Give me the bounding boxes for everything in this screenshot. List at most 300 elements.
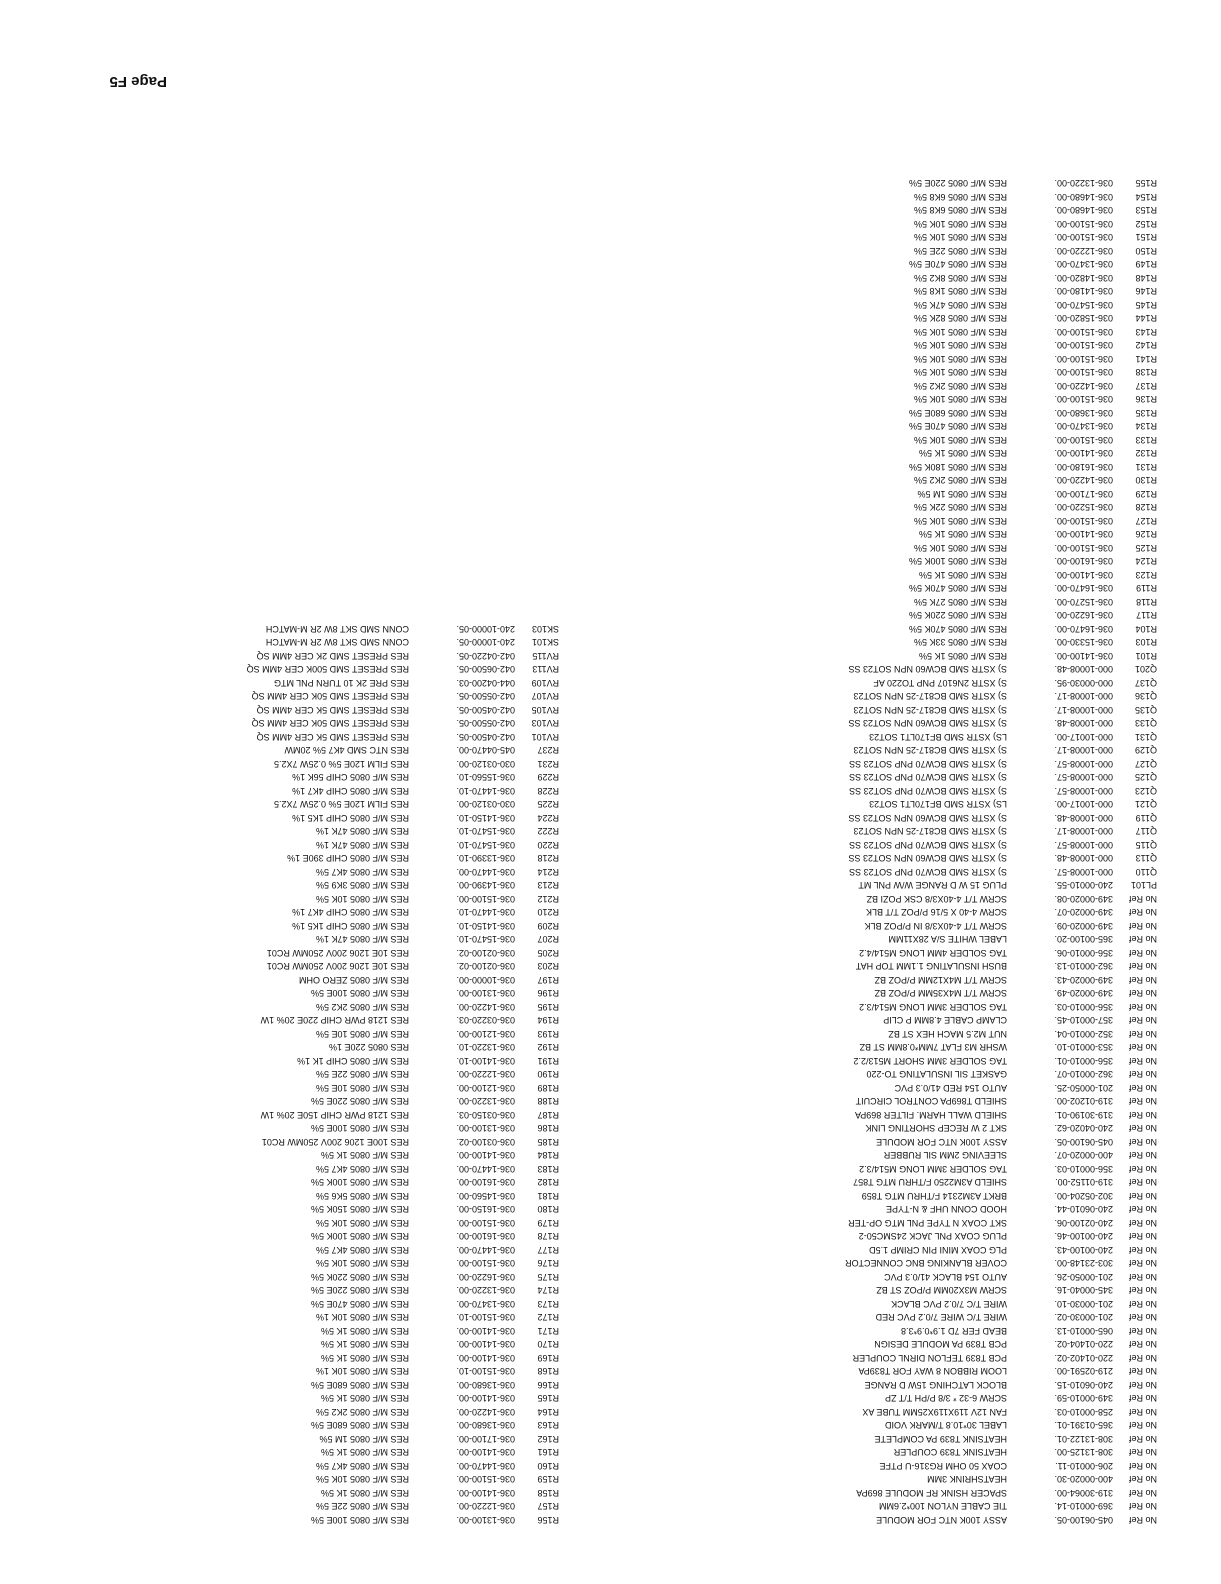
part-number: 036-14470-00. xyxy=(456,867,515,877)
part-number: 036-15100-10. xyxy=(456,1366,515,1377)
part-number: 319-01202-00. xyxy=(1054,1096,1113,1107)
ref-designator: R171 xyxy=(537,1326,559,1336)
part-number: 036-15820-00. xyxy=(1054,313,1113,324)
parts-row xyxy=(109,1229,559,1243)
part-description: SCRW 6-32 * 3/8 P/PH T/T ZP xyxy=(884,1393,1007,1404)
part-number: 201-00030-10. xyxy=(1054,1299,1113,1309)
ref-designator: No Ref xyxy=(1128,1461,1157,1471)
part-description: COAX 50 OHM RG316-U PTFE xyxy=(879,1461,1007,1471)
parts-row xyxy=(707,1391,1157,1405)
parts-row xyxy=(707,865,1157,879)
ref-designator: No Ref xyxy=(1128,1258,1157,1269)
ref-designator: No Ref xyxy=(1128,1204,1157,1215)
part-number: 240-06010-15. xyxy=(1054,1380,1113,1390)
part-number: 036-15100-00. xyxy=(1054,435,1113,445)
parts-row xyxy=(707,622,1157,636)
parts-row xyxy=(109,1297,559,1311)
part-description: SPACER HSINK RF MODULE 869PA xyxy=(856,1488,1007,1498)
part-description: RES M/F 0805 220K 5% xyxy=(908,610,1007,621)
part-number: 036-15100-00. xyxy=(456,1218,515,1228)
parts-row xyxy=(707,716,1157,730)
part-number: 303-23148-00. xyxy=(1054,1258,1113,1269)
parts-row xyxy=(109,635,559,649)
parts-row xyxy=(707,1351,1157,1365)
part-number: 036-14560-00. xyxy=(456,1191,515,1201)
part-description: TAG SOLDER 3MM SHORT M513/2.2 xyxy=(853,1056,1007,1066)
part-description: RES M/F 0805 470E 5% xyxy=(310,1299,409,1309)
part-description: RES M/F 0805 10K 5% xyxy=(913,435,1007,445)
part-number: 042-04500-05. xyxy=(456,732,515,742)
part-number: 036-14820-00. xyxy=(1054,273,1113,283)
part-description: RES M/F 0805 1M 5% xyxy=(917,489,1007,499)
ref-designator: R192 xyxy=(537,1042,559,1053)
parts-row xyxy=(109,1418,559,1432)
ref-designator: No Ref xyxy=(1128,1042,1157,1053)
parts-row xyxy=(109,1054,559,1068)
part-description: RES M/F 0805 470E 5% xyxy=(908,421,1007,432)
part-description: SKT COAX N TYPE PNL MTG OP-TER xyxy=(848,1218,1007,1228)
part-number: 400-00020-30. xyxy=(1054,1474,1113,1485)
part-description: SCRW T/T M4X12MM P/POZ BZ xyxy=(874,975,1007,985)
part-number: 065-00010-13. xyxy=(1054,1326,1113,1336)
part-number: 036-14100-10. xyxy=(456,1056,515,1066)
ref-designator: R222 xyxy=(537,826,559,837)
part-number: 036-14220-00. xyxy=(1054,381,1113,391)
parts-row xyxy=(707,271,1157,285)
ref-designator: R203 xyxy=(537,961,559,972)
ref-designator: R144 xyxy=(1135,313,1157,324)
ref-designator: No Ref xyxy=(1128,1407,1157,1417)
ref-designator: Q131 xyxy=(1134,732,1157,742)
ref-designator: R124 xyxy=(1135,556,1157,567)
parts-row xyxy=(707,500,1157,514)
parts-row xyxy=(109,730,559,744)
ref-designator: R172 xyxy=(537,1312,559,1323)
part-description: S) XSTR SMD BCW70 PNP SOT23 SS xyxy=(849,867,1007,877)
parts-row xyxy=(109,1513,559,1527)
part-description: RES M/F 0805 10E 5% xyxy=(315,1029,409,1039)
part-number: 302-05204-00. xyxy=(1054,1191,1113,1201)
ref-designator: R148 xyxy=(1135,273,1157,283)
parts-row xyxy=(109,1432,559,1446)
part-number: 000-10008-17. xyxy=(1054,745,1113,756)
part-number: 000-10008-17. xyxy=(1054,691,1113,702)
ref-designator: R160 xyxy=(537,1461,559,1471)
ref-designator: R151 xyxy=(1135,232,1157,243)
parts-row xyxy=(707,365,1157,379)
ref-designator: R168 xyxy=(537,1366,559,1377)
parts-row xyxy=(109,1445,559,1459)
part-number: 036-12100-00. xyxy=(456,1083,515,1093)
part-description: PCB T839 TEFLON DIRNL COUPLER xyxy=(852,1353,1007,1363)
part-number: 036-14100-00. xyxy=(1054,651,1113,661)
part-description: RES M/F 0805 2K2 5% xyxy=(315,1407,409,1417)
part-description: TAG SOLDER 3MM LONG M514/3.2 xyxy=(859,1002,1007,1012)
part-number: 000-10017-00. xyxy=(1054,799,1113,810)
parts-row xyxy=(707,986,1157,1000)
parts-row xyxy=(109,892,559,906)
parts-row xyxy=(707,649,1157,663)
ref-designator: R183 xyxy=(537,1164,559,1174)
ref-designator: No Ref xyxy=(1128,948,1157,958)
part-number: 036-15100-00. xyxy=(1054,367,1113,378)
part-number: 036-03100-02. xyxy=(456,1137,515,1147)
part-description: RES M/F 0805 2K2 5% xyxy=(913,381,1007,391)
part-description: RES NTC SMD 4K7 5% 20MW xyxy=(284,745,409,756)
parts-row xyxy=(707,1486,1157,1500)
parts-row xyxy=(109,838,559,852)
part-description: RES 1218 PWR CHIP 150E 20% 1W xyxy=(260,1110,409,1120)
parts-row xyxy=(109,1081,559,1095)
part-description: S) XSTR SMD BCW70 PNP SOT23 SS xyxy=(849,786,1007,796)
part-description: LOOM RIBBON 8 WAY FOR T839PA xyxy=(858,1366,1007,1377)
parts-row xyxy=(707,379,1157,393)
part-number: 036-15470-10. xyxy=(456,826,515,837)
part-description: RES M/F 0805 1K 5% xyxy=(320,1326,409,1336)
parts-row xyxy=(109,1121,559,1135)
part-description: SHIELD WALL HARM. FILTER 869PA xyxy=(854,1110,1007,1120)
part-number: 036-17100-00. xyxy=(1054,489,1113,499)
part-description: RES M/F 0805 100E 5% xyxy=(310,988,409,999)
part-number: 036-14150-10. xyxy=(456,921,515,931)
parts-row xyxy=(109,770,559,784)
parts-row xyxy=(707,946,1157,960)
parts-row xyxy=(707,1094,1157,1108)
parts-row xyxy=(707,1040,1157,1054)
part-number: 240-10000-05. xyxy=(456,624,515,634)
part-description: RES M/F 0805 33K 5% xyxy=(913,637,1007,648)
part-description: RES M/F 0805 ZERO OHM xyxy=(298,975,409,985)
ref-designator: R161 xyxy=(537,1447,559,1458)
ref-designator: No Ref xyxy=(1128,975,1157,985)
part-number: 240-00010-55. xyxy=(1054,880,1113,891)
ref-designator: No Ref xyxy=(1128,1393,1157,1404)
parts-row xyxy=(707,460,1157,474)
part-number: 308-13125-00. xyxy=(1054,1447,1113,1458)
part-number: 000-10008-17. xyxy=(1054,826,1113,837)
part-description: NUT M2.5 MACH HEX ST BZ xyxy=(888,1029,1007,1039)
ref-designator: PL101 xyxy=(1130,880,1157,891)
part-number: 349-00010-59. xyxy=(1054,1393,1113,1404)
ref-designator: R162 xyxy=(537,1434,559,1444)
parts-row xyxy=(707,1513,1157,1527)
part-description: SCRW T/T M4X35MM P/POZ BZ xyxy=(874,988,1007,999)
parts-row xyxy=(707,419,1157,433)
ref-designator: R178 xyxy=(537,1231,559,1242)
ref-designator: No Ref xyxy=(1128,1474,1157,1485)
parts-row xyxy=(707,1324,1157,1338)
part-description: CLAMP CABLE 4.8MM P CLIP xyxy=(883,1015,1007,1026)
part-number: 319-01152-00. xyxy=(1055,1177,1113,1188)
parts-row xyxy=(707,1013,1157,1027)
part-number: 036-13680-00. xyxy=(456,1420,515,1431)
part-description: RES M/F 0805 1K 5% xyxy=(918,529,1007,540)
part-number: 036-14470-10. xyxy=(456,786,515,796)
part-number: 036-15470-10. xyxy=(456,840,515,850)
parts-row xyxy=(707,1202,1157,1216)
parts-row xyxy=(707,635,1157,649)
ref-designator: R229 xyxy=(537,772,559,783)
part-description: SCRW T/T 4-40X3/8 IN P/POZ BLK xyxy=(864,921,1007,931)
parts-row xyxy=(707,811,1157,825)
part-number: 036-15270-00. xyxy=(1054,597,1113,607)
part-number: 036-13220-00. xyxy=(1054,178,1113,189)
part-description: SHIELD T869PA CONTROL CIRCUIT xyxy=(855,1096,1007,1107)
part-number: 036-14470-00. xyxy=(456,1461,515,1471)
part-number: 036-14680-00. xyxy=(1054,205,1113,216)
parts-row xyxy=(707,230,1157,244)
ref-designator: Q129 xyxy=(1134,745,1157,756)
parts-list-left-column xyxy=(707,176,1157,1526)
part-description: RES FILM 120E 5% 0.25W 7X2.5 xyxy=(273,799,409,810)
parts-row xyxy=(707,1135,1157,1149)
part-description: RES M/F 0805 1K 5% xyxy=(320,1447,409,1458)
ref-designator: No Ref xyxy=(1128,1353,1157,1363)
parts-row xyxy=(109,703,559,717)
ref-designator: R179 xyxy=(537,1218,559,1228)
part-number: 240-04020-62. xyxy=(1054,1123,1113,1134)
ref-designator: R195 xyxy=(537,1002,559,1012)
part-number: 036-15100-00. xyxy=(1054,327,1113,337)
ref-designator: No Ref xyxy=(1128,1312,1157,1323)
ref-designator: R209 xyxy=(537,921,559,931)
parts-row xyxy=(707,851,1157,865)
part-description: S) XSTR SMD BC817-25 NPN SOT23 xyxy=(853,705,1007,715)
part-description: RES M/F 0805 27K 5% xyxy=(913,597,1007,607)
part-number: 036-14100-00. xyxy=(456,1488,515,1498)
part-description: RES M/F 0805 10K 5% xyxy=(913,367,1007,378)
parts-row xyxy=(707,595,1157,609)
parts-row xyxy=(109,649,559,663)
parts-row xyxy=(707,1081,1157,1095)
part-number: 036-14470-00. xyxy=(456,1245,515,1255)
part-number: 000-00030-95. xyxy=(1054,678,1113,688)
parts-row xyxy=(707,689,1157,703)
part-description: ASSY 100K NTC FOR MODULE xyxy=(876,1515,1007,1525)
ref-designator: R177 xyxy=(537,1245,559,1255)
parts-row xyxy=(707,473,1157,487)
parts-row xyxy=(109,1108,559,1122)
ref-designator: R103 xyxy=(1135,637,1157,648)
ref-designator: R180 xyxy=(537,1204,559,1215)
parts-row xyxy=(707,770,1157,784)
ref-designator: R153 xyxy=(1135,205,1157,216)
parts-row xyxy=(109,797,559,811)
part-description: RES M/F 0805 1K8 5% xyxy=(913,286,1007,297)
part-number: 036-14220-00. xyxy=(456,1002,515,1012)
parts-row xyxy=(109,851,559,865)
part-description: PLG COAX MINI PIN CRIMP 1.5D xyxy=(869,1245,1007,1255)
ref-designator: RV107 xyxy=(531,691,559,702)
ref-designator: No Ref xyxy=(1128,1096,1157,1107)
part-number: 319-30064-00. xyxy=(1054,1488,1113,1498)
parts-row xyxy=(109,757,559,771)
ref-designator: R127 xyxy=(1135,516,1157,526)
part-description: RES M/F 0805 82K 5% xyxy=(913,313,1007,324)
part-description: RES M/F 0805 3K9 5% xyxy=(315,880,409,891)
parts-row xyxy=(707,298,1157,312)
part-description: RES M/F 0805 10K 5% xyxy=(913,394,1007,405)
part-description: RES M/F 0805 10K 1% xyxy=(315,1366,409,1377)
ref-designator: Q127 xyxy=(1134,759,1157,769)
parts-row xyxy=(109,1256,559,1270)
part-number: 036-14680-00. xyxy=(1054,192,1113,202)
part-number: 036-15100-00. xyxy=(1054,543,1113,553)
ref-designator: No Ref xyxy=(1128,1515,1157,1525)
part-number: 042-04500-05. xyxy=(456,705,515,715)
part-number: 000-10008-57. xyxy=(1054,759,1113,769)
part-description: BEAD FER 7D 1.9*0.9*3.8 xyxy=(900,1326,1007,1336)
part-description: RES M/F 0805 1K 5% xyxy=(320,1353,409,1363)
ref-designator: R173 xyxy=(537,1299,559,1309)
part-description: RES M/F 0805 2K2 5% xyxy=(315,1002,409,1012)
parts-row xyxy=(707,932,1157,946)
ref-designator: R163 xyxy=(537,1420,559,1431)
part-number: 036-02100-02. xyxy=(456,948,515,958)
part-number: 036-13100-00. xyxy=(456,1123,515,1134)
part-description: FAN 12V 119X119X25MM TUBE AX xyxy=(862,1407,1007,1417)
part-number: 220-01402-02. xyxy=(1054,1353,1113,1363)
part-description: RES M/F 0805 220E 5% xyxy=(310,1285,409,1296)
part-description: LABEL 30*10.8 T/MARK VOID xyxy=(884,1420,1007,1431)
part-number: 036-13100-00. xyxy=(456,1515,515,1525)
parts-row xyxy=(109,1067,559,1081)
ref-designator: No Ref xyxy=(1128,1015,1157,1026)
part-description: RES PRESET SMD 2K CER 4MM SQ xyxy=(256,651,409,661)
parts-row xyxy=(707,892,1157,906)
part-number: 036-14220-00. xyxy=(456,1407,515,1417)
part-number: 036-15100-00. xyxy=(456,1474,515,1485)
part-number: 365-00100-20. xyxy=(1054,934,1113,945)
part-number: 240-10000-05. xyxy=(456,637,515,648)
part-description: RES M/F 0805 100E 5% xyxy=(310,1515,409,1525)
ref-designator: R141 xyxy=(1135,354,1157,364)
part-number: 036-14470-10. xyxy=(456,907,515,918)
part-description: AUTO 154 RED 41/0.3 PVC xyxy=(894,1083,1007,1093)
ref-designator: RV105 xyxy=(531,705,559,715)
parts-row xyxy=(707,352,1157,366)
parts-row xyxy=(707,878,1157,892)
ref-designator: Q117 xyxy=(1135,826,1157,837)
ref-designator: R189 xyxy=(537,1083,559,1093)
parts-row xyxy=(109,1135,559,1149)
part-description: RES PRESET SMD 50K CER 4MM SQ xyxy=(251,691,409,702)
part-description: RES M/F 0805 22E 5% xyxy=(913,246,1007,256)
part-number: 000-10008-57. xyxy=(1054,867,1113,877)
parts-row xyxy=(109,1162,559,1176)
parts-row xyxy=(707,1216,1157,1230)
part-description: S) XSTR SMD BCW60 NPN SOT23 SS xyxy=(848,664,1007,675)
part-description: BUSH INSULATING 1.1MM TOP HAT xyxy=(855,961,1007,972)
ref-designator: No Ref xyxy=(1128,988,1157,999)
parts-row xyxy=(109,662,559,676)
parts-row xyxy=(707,1459,1157,1473)
ref-designator: R137 xyxy=(1135,381,1157,391)
parts-row xyxy=(707,541,1157,555)
part-description: RES M/F 0805 1K 5% xyxy=(320,1339,409,1350)
part-number: 220-01404-02. xyxy=(1054,1339,1113,1350)
part-number: 036-15330-00. xyxy=(1054,637,1113,648)
ref-designator: R194 xyxy=(537,1015,559,1026)
part-description: HEATSINK T839 PA COMPLETE xyxy=(874,1434,1007,1444)
ref-designator: Q123 xyxy=(1134,786,1157,796)
part-number: 240-00100-43. xyxy=(1054,1245,1113,1255)
ref-designator: Q113 xyxy=(1135,853,1157,864)
part-description: RES M/F 0805 10K 5% xyxy=(913,232,1007,243)
parts-row xyxy=(707,1162,1157,1176)
parts-row xyxy=(707,1189,1157,1203)
part-description: S) XSTR 2N6107 PNP TO220 AF xyxy=(873,678,1007,688)
part-number: 000-10017-00. xyxy=(1054,732,1113,742)
ref-designator: R117 xyxy=(1136,610,1157,621)
parts-row xyxy=(109,1243,559,1257)
ref-designator: R150 xyxy=(1135,246,1157,256)
part-number: 036-13680-00. xyxy=(1054,408,1113,418)
part-number: 000-10008-48. xyxy=(1054,853,1113,864)
part-description: RES 0805 220E 1% xyxy=(328,1042,409,1053)
part-number: 036-03150-03. xyxy=(456,1110,515,1120)
ref-designator: R143 xyxy=(1135,327,1157,337)
part-description: RES M/F 0805 100K 5% xyxy=(310,1177,409,1188)
part-number: 036-13470-00. xyxy=(456,1299,515,1309)
part-number: 201-00050-25. xyxy=(1054,1083,1113,1093)
part-description: RES M/F 0805 1K 5% xyxy=(918,570,1007,580)
part-description: WSHR M3 FLAT 7MM*0.8MM ST BZ xyxy=(859,1042,1007,1053)
ref-designator: SK103 xyxy=(531,624,559,634)
part-number: 036-15100-00. xyxy=(1054,394,1113,405)
ref-designator: R174 xyxy=(537,1285,559,1296)
part-number: 036-16220-00. xyxy=(456,1272,515,1282)
parts-row xyxy=(109,865,559,879)
ref-designator: R205 xyxy=(537,948,559,958)
ref-designator: R182 xyxy=(537,1177,559,1188)
ref-designator: R228 xyxy=(537,786,559,796)
ref-designator: No Ref xyxy=(1128,1420,1157,1431)
part-description: SCRW 4-40 X 5/16 P/POZ T/T BLK xyxy=(865,907,1007,918)
part-number: 036-14100-00. xyxy=(1054,448,1113,459)
part-number: 036-12220-00. xyxy=(1054,246,1113,256)
part-description: SLEEVING 2MM SIL RUBBER xyxy=(883,1150,1007,1161)
part-description: RES M/F 0805 4K7 5% xyxy=(315,867,409,877)
ref-designator: No Ref xyxy=(1128,1164,1157,1174)
part-number: 036-14100-00. xyxy=(1054,529,1113,540)
ref-designator: R169 xyxy=(537,1353,559,1363)
part-number: 349-00020-07. xyxy=(1054,907,1113,918)
part-number: 036-15100-00. xyxy=(1054,232,1113,243)
part-description: LABEL WHITE S/A 28X11MM xyxy=(888,934,1007,945)
ref-designator: Q135 xyxy=(1134,705,1157,715)
ref-designator: SK101 xyxy=(531,637,559,648)
part-description: RES M/F 0805 10K 5% xyxy=(913,543,1007,553)
part-description: TIE CABLE NYLON 100*2.6MM xyxy=(878,1501,1007,1512)
ref-designator: R131 xyxy=(1135,462,1157,472)
part-description: RES PRESET SMD 5K CER 4MM SQ xyxy=(256,705,409,715)
parts-row xyxy=(707,1000,1157,1014)
part-number: 357-00010-45. xyxy=(1054,1015,1113,1026)
parts-row xyxy=(707,406,1157,420)
part-description: AUTO 154 BLACK 41/0.3 PVC xyxy=(884,1272,1007,1282)
parts-row xyxy=(707,433,1157,447)
ref-designator: No Ref xyxy=(1128,1110,1157,1120)
parts-row xyxy=(707,1432,1157,1446)
parts-row xyxy=(707,973,1157,987)
part-description: RES PRE 2K 10 TURN PNL MTG xyxy=(273,678,409,688)
part-number: 036-15100-00. xyxy=(1054,340,1113,351)
parts-row xyxy=(109,1364,559,1378)
part-number: 036-14100-00. xyxy=(456,1326,515,1336)
part-number: 036-15100-00. xyxy=(1054,354,1113,364)
parts-row xyxy=(707,959,1157,973)
